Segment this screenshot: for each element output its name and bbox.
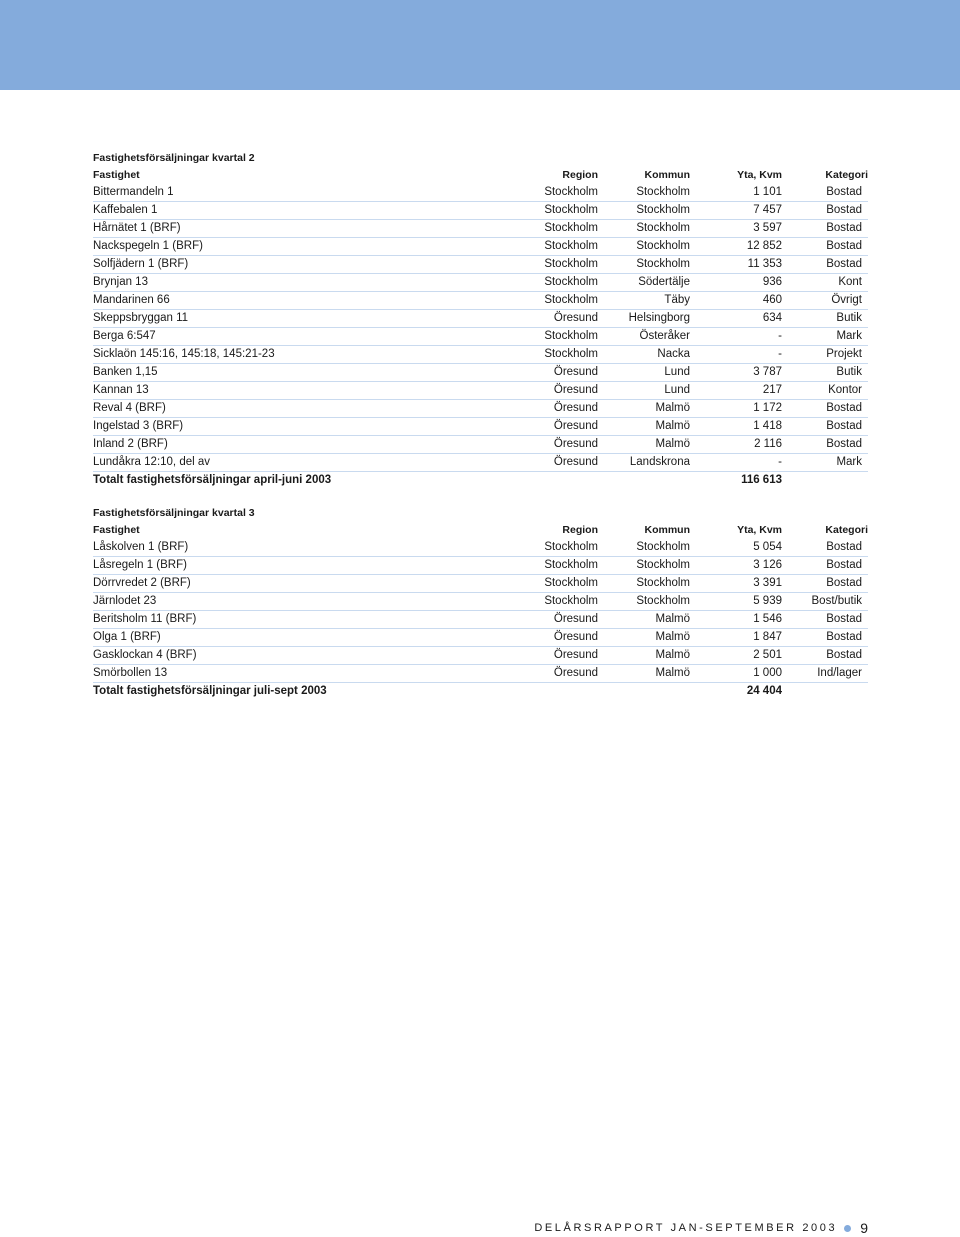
cell-kategori: Bostad (782, 400, 868, 418)
cell-kategori: Bostad (782, 575, 868, 593)
col-header-fastighet: Fastighet (93, 524, 140, 536)
cell-fastighet: Beritsholm 11 (BRF) (93, 611, 523, 629)
cell-fastighet: Reval 4 (BRF) (93, 400, 523, 418)
cell-region: Stockholm (523, 292, 598, 310)
table-row (93, 575, 868, 593)
table-row (93, 418, 868, 436)
cell-yta: 7 457 (690, 202, 782, 220)
cell-kategori: Kontor (782, 382, 868, 400)
cell-yta: 2 501 (690, 647, 782, 665)
cell-region: Stockholm (523, 557, 598, 575)
table-row (93, 647, 868, 665)
col-header-kommun: Kommun (644, 524, 690, 536)
cell-region: Öresund (523, 454, 598, 472)
col-header-kategori: Kategori (825, 169, 868, 181)
report-title: DELÅRSRAPPORT JAN-SEPTEMBER 2003 (534, 1222, 838, 1234)
table-row (93, 310, 868, 328)
sales-q3-total-value: 24 404 (746, 685, 782, 697)
cell-kommun: Malmö (598, 629, 690, 647)
cell-kommun: Malmö (598, 436, 690, 454)
cell-kommun: Stockholm (598, 593, 690, 611)
cell-kategori: Bost/butik (782, 593, 868, 611)
cell-kommun: Österåker (598, 328, 690, 346)
page-footer (534, 1219, 868, 1237)
table-row (93, 665, 868, 683)
cell-region: Öresund (523, 364, 598, 382)
cell-yta: 5 939 (690, 593, 782, 611)
cell-region: Öresund (523, 629, 598, 647)
cell-kommun: Nacka (598, 346, 690, 364)
cell-yta: 3 787 (690, 364, 782, 382)
cell-fastighet: Brynjan 13 (93, 274, 523, 292)
cell-fastighet: Berga 6:547 (93, 328, 523, 346)
cell-region: Öresund (523, 436, 598, 454)
cell-region: Stockholm (523, 539, 598, 557)
col-header-yta: Yta, Kvm (737, 169, 782, 181)
cell-yta: 1 847 (690, 629, 782, 647)
cell-kategori: Bostad (782, 220, 868, 238)
header-band (0, 0, 960, 90)
table-row (93, 220, 868, 238)
table-row (93, 292, 868, 310)
sales-q2-table (93, 167, 868, 489)
cell-kommun: Malmö (598, 611, 690, 629)
sales-q3-table (93, 522, 868, 700)
cell-yta: 3 126 (690, 557, 782, 575)
cell-kommun: Landskrona (598, 454, 690, 472)
cell-kommun: Stockholm (598, 575, 690, 593)
cell-kommun: Täby (598, 292, 690, 310)
cell-kategori: Kont (782, 274, 868, 292)
table-row (93, 593, 868, 611)
cell-yta: 634 (690, 310, 782, 328)
cell-kategori: Mark (782, 454, 868, 472)
cell-fastighet: Nackspegeln 1 (BRF) (93, 238, 523, 256)
cell-fastighet: Järnlodet 23 (93, 593, 523, 611)
page-number: 9 (860, 1220, 868, 1236)
cell-region: Öresund (523, 310, 598, 328)
table-row (93, 328, 868, 346)
cell-kommun: Stockholm (598, 539, 690, 557)
cell-kategori: Bostad (782, 611, 868, 629)
cell-region: Stockholm (523, 220, 598, 238)
cell-region: Stockholm (523, 274, 598, 292)
cell-kategori: Bostad (782, 629, 868, 647)
cell-kategori: Bostad (782, 202, 868, 220)
col-header-yta: Yta, Kvm (737, 524, 782, 536)
table-row (93, 454, 868, 472)
cell-kommun: Malmö (598, 647, 690, 665)
table-row (93, 256, 868, 274)
cell-fastighet: Låsregeln 1 (BRF) (93, 557, 523, 575)
cell-region: Stockholm (523, 346, 598, 364)
cell-fastighet: Dörrvredet 2 (BRF) (93, 575, 523, 593)
table-row (93, 539, 868, 557)
cell-yta: 3 391 (690, 575, 782, 593)
table-row (93, 274, 868, 292)
table-row (93, 346, 868, 364)
sales-q3-total-label: Totalt fastighetsförsäljningar juli-sept 2003 (93, 685, 327, 697)
cell-yta: 217 (690, 382, 782, 400)
cell-kommun: Helsingborg (598, 310, 690, 328)
cell-kommun: Stockholm (598, 238, 690, 256)
cell-kategori: Bostad (782, 256, 868, 274)
cell-kategori: Bostad (782, 238, 868, 256)
cell-fastighet: Gasklockan 4 (BRF) (93, 647, 523, 665)
cell-kommun: Malmö (598, 665, 690, 683)
cell-region: Öresund (523, 382, 598, 400)
table-row (93, 436, 868, 454)
cell-fastighet: Smörbollen 13 (93, 665, 523, 683)
cell-fastighet: Olga 1 (BRF) (93, 629, 523, 647)
cell-yta: 1 000 (690, 665, 782, 683)
table-header-row (93, 167, 868, 184)
cell-kommun: Stockholm (598, 256, 690, 274)
sales-q2-total-row (93, 472, 868, 490)
col-header-region: Region (562, 524, 598, 536)
table-row (93, 238, 868, 256)
cell-yta: 1 172 (690, 400, 782, 418)
cell-yta: 1 418 (690, 418, 782, 436)
table-row (93, 364, 868, 382)
cell-kommun: Stockholm (598, 202, 690, 220)
cell-kategori: Butik (782, 310, 868, 328)
cell-yta: 1 101 (690, 184, 782, 202)
cell-yta: 1 546 (690, 611, 782, 629)
cell-kategori: Övrigt (782, 292, 868, 310)
cell-kategori: Bostad (782, 647, 868, 665)
table-row (93, 611, 868, 629)
table-row (93, 202, 868, 220)
cell-fastighet: Bittermandeln 1 (93, 184, 523, 202)
cell-kategori: Bostad (782, 539, 868, 557)
table-header-row (93, 522, 868, 539)
cell-kommun: Malmö (598, 400, 690, 418)
table-row (93, 382, 868, 400)
cell-kategori: Mark (782, 328, 868, 346)
cell-yta: - (690, 328, 782, 346)
cell-kategori: Butik (782, 364, 868, 382)
cell-fastighet: Lundåkra 12:10, del av (93, 454, 523, 472)
cell-yta: - (690, 346, 782, 364)
col-header-kommun: Kommun (644, 169, 690, 181)
cell-fastighet: Kannan 13 (93, 382, 523, 400)
sales-q2-total-value: 116 613 (741, 474, 782, 486)
cell-kommun: Lund (598, 364, 690, 382)
table-row (93, 184, 868, 202)
cell-fastighet: Solfjädern 1 (BRF) (93, 256, 523, 274)
cell-region: Öresund (523, 611, 598, 629)
cell-yta: 2 116 (690, 436, 782, 454)
cell-kategori: Bostad (782, 557, 868, 575)
sales-q2-title: Fastighetsförsäljningar kvartal 2 (93, 152, 255, 164)
cell-yta: 936 (690, 274, 782, 292)
cell-fastighet: Mandarinen 66 (93, 292, 523, 310)
cell-kommun: Malmö (598, 418, 690, 436)
sales-q3-section (93, 505, 868, 700)
cell-kommun: Stockholm (598, 184, 690, 202)
cell-kategori: Bostad (782, 418, 868, 436)
cell-kommun: Lund (598, 382, 690, 400)
sales-q3-total-row (93, 683, 868, 701)
cell-fastighet: Skeppsbryggan 11 (93, 310, 523, 328)
cell-fastighet: Låskolven 1 (BRF) (93, 539, 523, 557)
cell-region: Stockholm (523, 593, 598, 611)
cell-kategori: Bostad (782, 436, 868, 454)
cell-region: Stockholm (523, 256, 598, 274)
cell-fastighet: Banken 1,15 (93, 364, 523, 382)
col-header-fastighet: Fastighet (93, 169, 140, 181)
sales-q2-total-empty (782, 472, 868, 490)
cell-kategori: Ind/lager (782, 665, 868, 683)
col-header-region: Region (562, 169, 598, 181)
cell-region: Öresund (523, 418, 598, 436)
table-row (93, 557, 868, 575)
cell-region: Öresund (523, 647, 598, 665)
col-header-kategori: Kategori (825, 524, 868, 536)
cell-fastighet: Inland 2 (BRF) (93, 436, 523, 454)
cell-region: Stockholm (523, 575, 598, 593)
cell-kommun: Södertälje (598, 274, 690, 292)
cell-region: Stockholm (523, 238, 598, 256)
cell-yta: 5 054 (690, 539, 782, 557)
cell-kommun: Stockholm (598, 220, 690, 238)
cell-yta: - (690, 454, 782, 472)
sales-q2-section (93, 150, 868, 489)
cell-region: Öresund (523, 665, 598, 683)
cell-region: Öresund (523, 400, 598, 418)
cell-region: Stockholm (523, 328, 598, 346)
cell-kategori: Projekt (782, 346, 868, 364)
cell-kommun: Stockholm (598, 557, 690, 575)
cell-region: Stockholm (523, 184, 598, 202)
table-row (93, 629, 868, 647)
cell-yta: 460 (690, 292, 782, 310)
cell-region: Stockholm (523, 202, 598, 220)
cell-fastighet: Kaffebalen 1 (93, 202, 523, 220)
sales-q3-total-empty (782, 683, 868, 701)
table-row (93, 400, 868, 418)
cell-kategori: Bostad (782, 184, 868, 202)
cell-fastighet: Hårnätet 1 (BRF) (93, 220, 523, 238)
sales-q2-total-label: Totalt fastighetsförsäljningar april-juni 2003 (93, 474, 332, 486)
sales-q3-title: Fastighetsförsäljningar kvartal 3 (93, 507, 255, 519)
cell-yta: 12 852 (690, 238, 782, 256)
cell-yta: 3 597 (690, 220, 782, 238)
cell-fastighet: Ingelstad 3 (BRF) (93, 418, 523, 436)
cell-yta: 11 353 (690, 256, 782, 274)
cell-fastighet: Sicklaön 145:16, 145:18, 145:21-23 (93, 346, 523, 364)
bullet-dot-icon (844, 1225, 851, 1232)
